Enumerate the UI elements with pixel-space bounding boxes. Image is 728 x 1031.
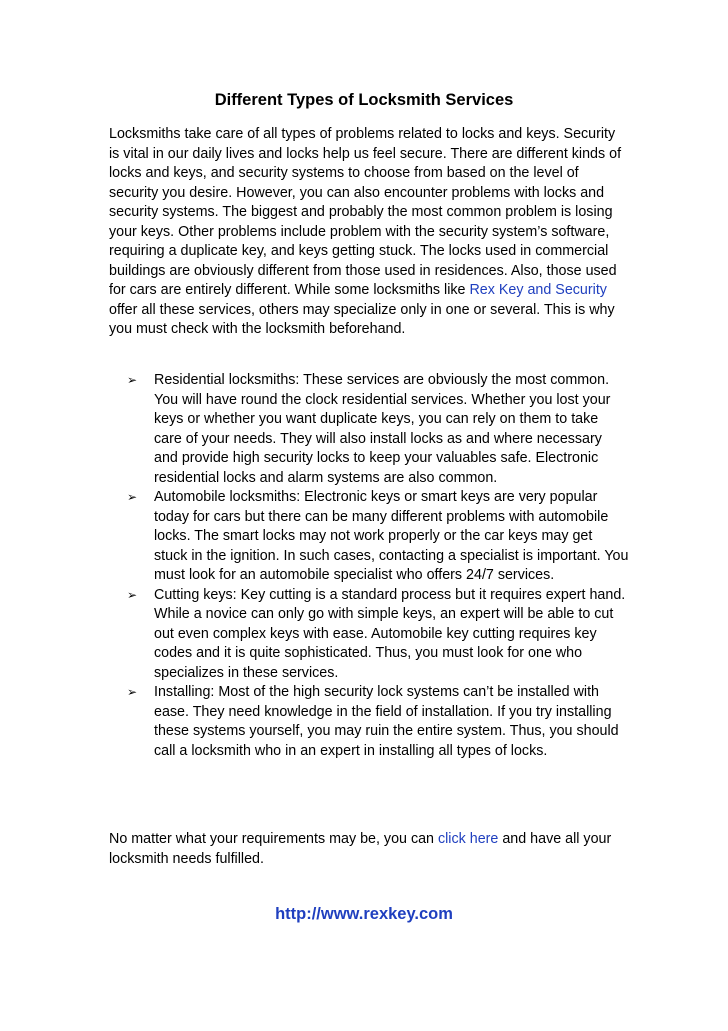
website-url-link[interactable]: http://www.rexkey.com	[275, 905, 453, 923]
closing-paragraph	[109, 830, 629, 869]
closing-text-end: and have all your locksmith needs fulfilled.	[109, 831, 612, 867]
arrow-bullet-icon: ➢	[127, 587, 138, 602]
click-here-link[interactable]: click here	[437, 831, 499, 847]
intro-text-end: offer all these services, others may specialize only in one or several. This is why you must check with the locksmith beforehand.	[109, 301, 615, 337]
list-item-text: Automobile locksmiths: Electronic keys or smart keys are very popular today for cars but there can be many different problems with automobile locks. The smart locks may not work properly or the car keys may get stuck in the ignition. In such cases, contacting a specialist is important. You must look for an automobile specialist who offers 24/7 services.	[154, 489, 629, 583]
list-item-text: Installing: Most of the high security lock systems can’t be installed with ease. They need knowledge in the field of installation. If you try installing these systems yourself, you may ruin the entire system. Thus, you should call a locksmith who in an expert in installing all types of locks.	[154, 684, 619, 759]
list-item-text: Residential locksmiths: These services are obviously the most common. You will have round the clock residential services. Whether you lost your keys or whether you want duplicate keys, you can rely on them to take care of your needs. They will also install locks as and where necessary and provide high security locks to keep your valuables safe. Electronic residential locks and alarm systems are also common.	[154, 372, 611, 486]
arrow-bullet-icon: ➢	[127, 490, 138, 504]
intro-paragraph	[109, 125, 629, 340]
list-item	[109, 371, 629, 488]
list-item	[109, 683, 629, 761]
list-item	[109, 488, 629, 586]
intro-text-start: Locksmiths take care of all types of problems related to locks and keys. Security is vital in our daily lives and locks help us feel secure. There are different kinds of locks and keys, and security systems to choose from based on the level of security you desire. However, you can also encounter problems with locks and security systems. The biggest and probably the most common problem is losing your keys. Other problems include problem with the security system’s software, requiring a duplicate key, and keys getting stuck. The locks used in commercial buildings are obviously different from those used in residences. Also, those used for cars are entirely different. While some locksmiths like	[109, 126, 622, 298]
services-list	[109, 371, 629, 761]
arrow-bullet-icon: ➢	[127, 685, 138, 699]
document-title: Different Types of Locksmith Services	[214, 91, 514, 109]
rex-key-link[interactable]: Rex Key and Security	[469, 282, 607, 298]
list-item-text: Cutting keys: Key cutting is a standard process but it requires expert hand. While a novice can only go with simple keys, an expert will be able to cut out even complex keys with ease. Automobile key cutting requires key codes and it is quite sophisticated. Thus, you must look for one who specializes in these services.	[154, 586, 626, 681]
list-item	[109, 586, 629, 684]
closing-text-start: No matter what your requirements may be, you can	[109, 831, 438, 847]
arrow-bullet-icon: ➢	[127, 373, 138, 387]
